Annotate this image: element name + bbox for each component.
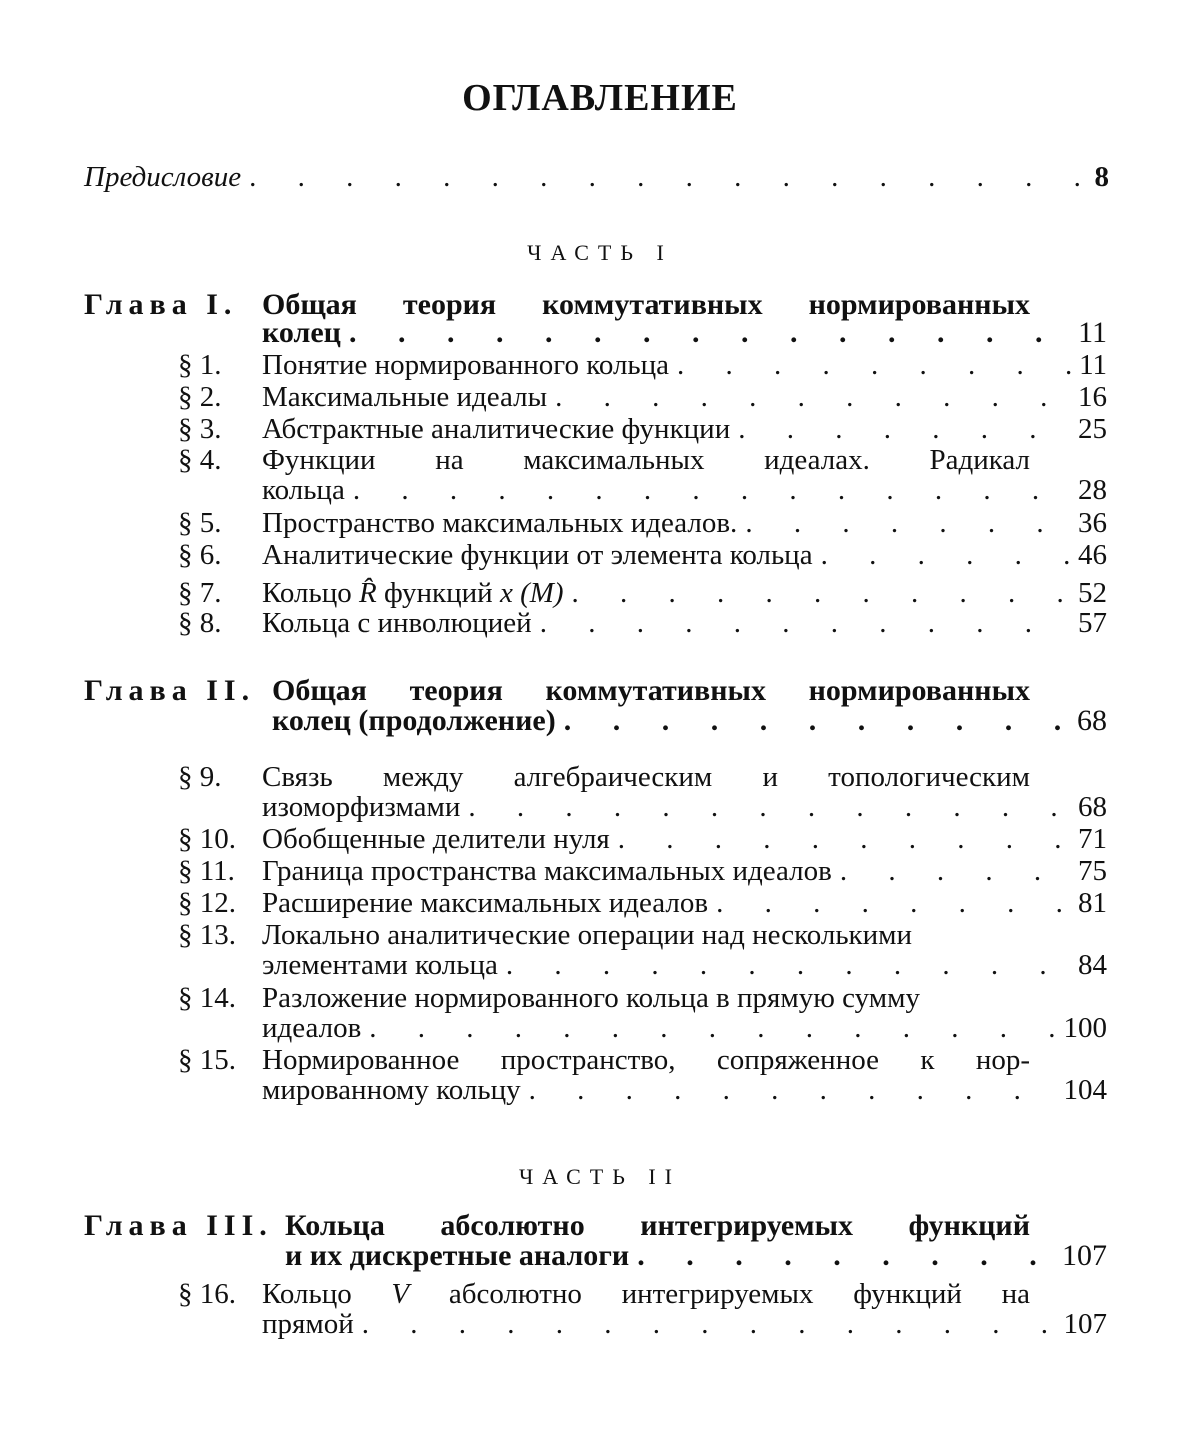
part-heading: ЧАСТЬ I xyxy=(527,240,673,265)
section-prefix: § 16. xyxy=(178,1278,236,1310)
toc-entry-section-13[interactable]: элементами кольца . . . 84 xyxy=(262,951,1107,980)
chapter-title-line: Общая теория коммутативных нормированных xyxy=(272,674,1030,707)
chapter-prefix: Глава I. xyxy=(84,288,238,321)
section-prefix: § 3. xyxy=(178,413,222,445)
dot-leaders xyxy=(637,1241,1056,1271)
chapter-title-line: Общая теория коммутативных нормированных xyxy=(262,288,1030,321)
dot-leaders xyxy=(572,579,1072,608)
toc-entry-section-14[interactable]: идеалов . . . 100 xyxy=(262,1014,1107,1043)
toc-entry-section-12[interactable]: Расширение максимальных идеалов . . . 81 xyxy=(262,889,1107,918)
dot-leaders xyxy=(821,541,1072,570)
page-title: ОГЛАВЛЕНИЕ xyxy=(462,77,738,119)
dot-leaders xyxy=(506,951,1072,980)
dot-leaders xyxy=(468,793,1072,822)
section-title-line: Функции на максимальных идеалах. Радикал xyxy=(262,444,1030,476)
toc-entry-chapter-1[interactable]: колец . . . 11 xyxy=(262,318,1107,348)
section-prefix: § 10. xyxy=(178,823,236,855)
toc-page-number: 81 xyxy=(1078,887,1107,919)
section-prefix: § 13. xyxy=(178,919,236,951)
toc-page-number: 68 xyxy=(1078,791,1107,823)
dot-leaders xyxy=(349,318,1072,348)
chapter-prefix: Глава II. xyxy=(84,674,256,707)
toc-entry-section-6[interactable]: Аналитические функции от элемента кольца . . . 46 xyxy=(262,541,1107,570)
ring-symbol: R̂ xyxy=(358,577,377,609)
dot-leaders xyxy=(564,706,1071,736)
toc-entry-preface[interactable] xyxy=(84,163,1109,192)
toc-page-number: 52 xyxy=(1078,577,1107,609)
dot-leaders xyxy=(677,351,1073,380)
chapter-title-line: Кольца абсолютно интегрируемых функций xyxy=(285,1209,1030,1242)
toc-page-number: 46 xyxy=(1078,539,1107,571)
toc-entry-section-11[interactable]: Граница пространства максимальных идеалов . . . 75 xyxy=(262,857,1107,886)
dot-leaders xyxy=(529,1076,1058,1105)
toc-entry-section-7[interactable]: Кольцо R̂ функций x (M) . . . 52 xyxy=(262,579,1107,608)
toc-entry-section-1[interactable]: Понятие нормированного кольца . . . 11 xyxy=(262,351,1107,380)
section-prefix: § 15. xyxy=(178,1044,236,1076)
section-title-line: Кольцо V абсолютно интегрируемых функций на xyxy=(262,1278,1031,1310)
toc-entry-section-16[interactable]: прямой . . . 107 xyxy=(262,1310,1107,1339)
dot-leaders xyxy=(369,1014,1057,1043)
section-prefix: § 4. xyxy=(178,444,222,476)
toc-page-number: 11 xyxy=(1078,316,1107,349)
dot-leaders xyxy=(745,509,1072,538)
section-prefix: § 6. xyxy=(178,539,222,571)
dot-leaders xyxy=(249,163,1088,192)
section-prefix: § 14. xyxy=(178,982,236,1014)
toc-page-number: 75 xyxy=(1078,855,1107,887)
toc-page-number: 104 xyxy=(1063,1074,1107,1106)
toc-entry-chapter-3[interactable]: и их дискретные аналоги . . . 107 xyxy=(285,1241,1107,1271)
dot-leaders xyxy=(738,415,1072,444)
toc-page-number: 68 xyxy=(1077,704,1107,737)
section-prefix: § 12. xyxy=(178,887,236,919)
section-prefix: § 1. xyxy=(178,349,222,381)
toc-page-number: 25 xyxy=(1078,413,1107,445)
function-symbol: x (M) xyxy=(499,577,564,609)
section-prefix: § 5. xyxy=(178,507,222,539)
toc-page-number: 107 xyxy=(1063,1308,1107,1340)
toc-entry-section-9[interactable]: изоморфизмами . . . 68 xyxy=(262,793,1107,822)
toc-entry-section-8[interactable]: Кольца с инволюцией . . . 57 xyxy=(262,609,1107,638)
part-heading: ЧАСТЬ II xyxy=(519,1164,681,1189)
dot-leaders xyxy=(618,825,1072,854)
toc-page-number: 57 xyxy=(1078,607,1107,639)
toc-page-number: 107 xyxy=(1062,1239,1107,1272)
toc-entry-section-5[interactable]: Пространство максимальных идеалов. . . . 36 xyxy=(262,509,1107,538)
section-prefix: § 2. xyxy=(178,381,222,413)
section-title-line: Связь между алгебраическим и топологическим xyxy=(262,761,1030,793)
ring-symbol: V xyxy=(391,1278,410,1310)
section-prefix: § 7. xyxy=(178,577,222,609)
toc-entry-chapter-2[interactable]: колец (продолжение) . . . 68 xyxy=(272,706,1107,736)
toc-entry-section-10[interactable]: Обобщенные делители нуля . . . 71 xyxy=(262,825,1107,854)
toc-page-number: 36 xyxy=(1078,507,1107,539)
section-title-line: Локально аналитические операции над несколькими xyxy=(262,919,913,951)
toc-entry-section-2[interactable]: Максимальные идеалы . . . 16 xyxy=(262,383,1107,412)
section-title-line: Нормированное пространство, сопряженное к нор- xyxy=(262,1044,1030,1076)
toc-entry-section-4[interactable]: кольца . . . 28 xyxy=(262,476,1107,505)
dot-leaders xyxy=(840,857,1072,886)
dot-leaders xyxy=(555,383,1072,412)
section-prefix: § 8. xyxy=(178,607,222,639)
section-title-line: Разложение нормированного кольца в прямую сумму xyxy=(262,982,920,1014)
toc-page-number: 84 xyxy=(1078,949,1107,981)
dot-leaders xyxy=(540,609,1072,638)
section-prefix: § 11. xyxy=(178,855,235,887)
toc-page-number: 28 xyxy=(1078,474,1107,506)
toc-page-number: 100 xyxy=(1063,1012,1107,1044)
toc-page-number: 11 xyxy=(1079,349,1107,381)
toc-entry-section-3[interactable]: Абстрактные аналитические функции . . . 25 xyxy=(262,415,1107,444)
toc-entry-section-15[interactable]: мированному кольцу . . . 104 xyxy=(262,1076,1107,1105)
toc-page-number: 71 xyxy=(1078,823,1107,855)
toc-entry-label: Предисловие xyxy=(84,161,242,193)
dot-leaders xyxy=(353,476,1072,505)
dot-leaders xyxy=(716,889,1072,918)
section-prefix: § 9. xyxy=(178,761,222,793)
dot-leaders xyxy=(362,1310,1058,1339)
toc-page-number: 16 xyxy=(1078,381,1107,413)
toc-page-number: 8 xyxy=(1094,161,1109,193)
chapter-prefix: Глава III. xyxy=(84,1209,273,1242)
